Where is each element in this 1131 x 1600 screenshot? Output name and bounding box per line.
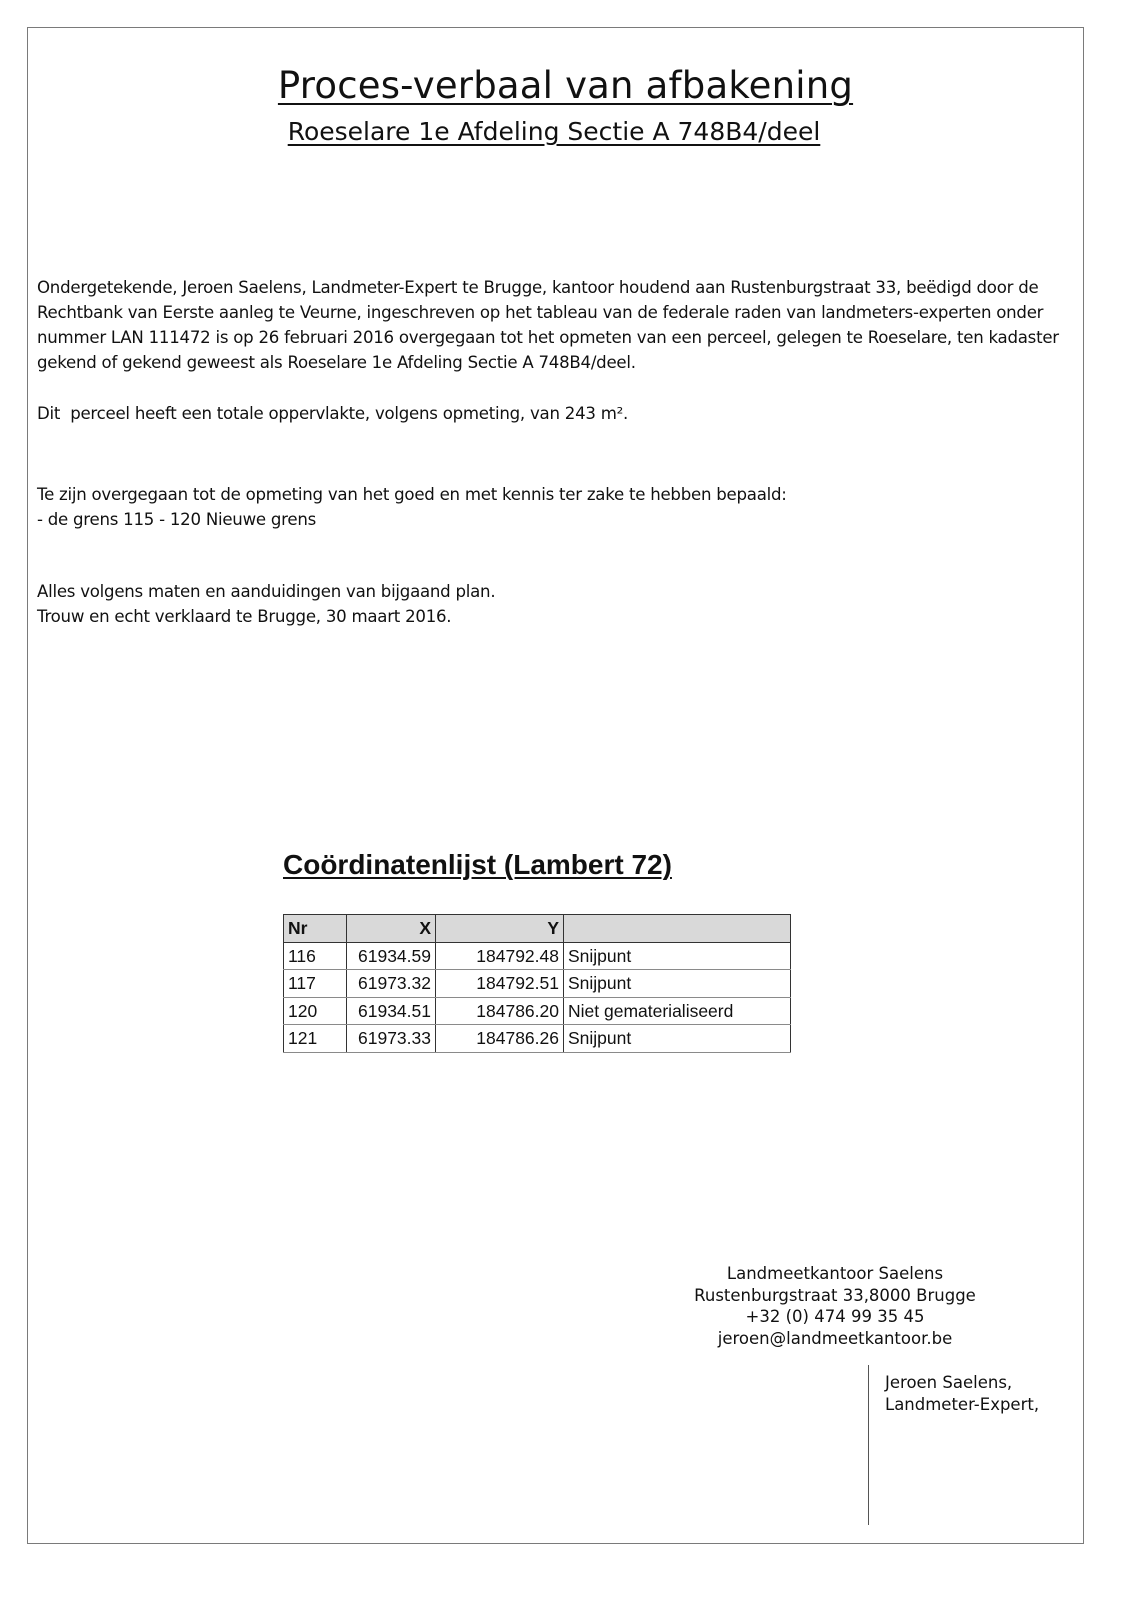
cell-x: 61934.59 <box>347 942 436 970</box>
signatory-block <box>885 1372 1039 1416</box>
table-row <box>284 997 791 1025</box>
coordinate-table <box>283 914 791 1053</box>
cell-description: Snijpunt <box>564 1025 791 1053</box>
table-row <box>284 970 791 998</box>
office-address: Rustenburgstraat 33,8000 Brugge <box>694 1285 976 1305</box>
boundary-statement <box>37 482 1077 532</box>
cell-nr: 117 <box>284 970 347 998</box>
cell-y: 184786.20 <box>436 997 564 1025</box>
cell-x: 61934.51 <box>347 997 436 1025</box>
cell-y: 184792.51 <box>436 970 564 998</box>
cell-y: 184792.48 <box>436 942 564 970</box>
signatory-role: Landmeter-Expert, <box>885 1395 1040 1414</box>
document-subtitle-text: Roeselare 1e Afdeling Sectie A 748B4/deel <box>287 117 821 146</box>
closing-statement <box>37 579 1077 629</box>
signature-divider <box>868 1365 869 1525</box>
office-contact-block <box>690 1263 980 1349</box>
boundary-intro: Te zijn overgegaan tot de opmeting van het goed en met kennis ter zake te hebben bepaald: <box>37 485 787 504</box>
column-header-y: Y <box>436 915 564 943</box>
cell-description: Snijpunt <box>564 970 791 998</box>
column-header-nr: Nr <box>284 915 347 943</box>
closing-line-declaration: Trouw en echt verklaard te Brugge, 30 maart 2016. <box>37 607 452 626</box>
coordinate-list-heading-text: Coördinatenlijst (Lambert 72) <box>283 849 672 880</box>
office-name: Landmeetkantoor Saelens <box>726 1264 944 1283</box>
coordinate-table-body <box>284 942 791 1052</box>
closing-line-plan: Alles volgens maten en aanduidingen van bijgaand plan. <box>37 582 496 601</box>
document-title <box>0 62 1131 110</box>
intro-paragraph: Ondergetekende, Jeroen Saelens, Landmeter-Expert te Brugge, kantoor houdend aan Rustenburgstraat 33, beëdigd door de Rechtbank van Eerste aanleg te Veurne, ingeschreven op het tableau van de federale raden van landmeters-experten onder nummer LAN 111472 is op 26 februari 2016 overgegaan tot het opmeten van een perceel, gelegen te Roeselare, ten kadaster gekend of gekend geweest als Roeselare 1e Afdeling Sectie A 748B4/deel. <box>37 278 1059 372</box>
column-header-x: X <box>347 915 436 943</box>
office-email: jeroen@landmeetkantoor.be <box>717 1328 953 1348</box>
cell-nr: 116 <box>284 942 347 970</box>
table-row <box>284 1025 791 1053</box>
cell-description: Snijpunt <box>564 942 791 970</box>
column-header-description <box>564 915 791 943</box>
cell-nr: 120 <box>284 997 347 1025</box>
area-statement: Dit perceel heeft een totale oppervlakte, volgens opmeting, van 243 m². <box>37 404 629 423</box>
cell-x: 61973.32 <box>347 970 436 998</box>
cell-nr: 121 <box>284 1025 347 1053</box>
cell-x: 61973.33 <box>347 1025 436 1053</box>
document-subtitle <box>0 115 1108 149</box>
boundary-item: - de grens 115 - 120 Nieuwe grens <box>37 510 316 529</box>
office-phone: +32 (0) 474 99 35 45 <box>745 1307 925 1326</box>
table-header-row <box>284 915 791 943</box>
signatory-name: Jeroen Saelens, <box>885 1373 1013 1392</box>
coordinate-list-heading <box>283 846 672 884</box>
document-title-text: Proces-verbaal van afbakening <box>277 64 854 107</box>
cell-y: 184786.26 <box>436 1025 564 1053</box>
cell-description: Niet gematerialiseerd <box>564 997 791 1025</box>
table-row <box>284 942 791 970</box>
